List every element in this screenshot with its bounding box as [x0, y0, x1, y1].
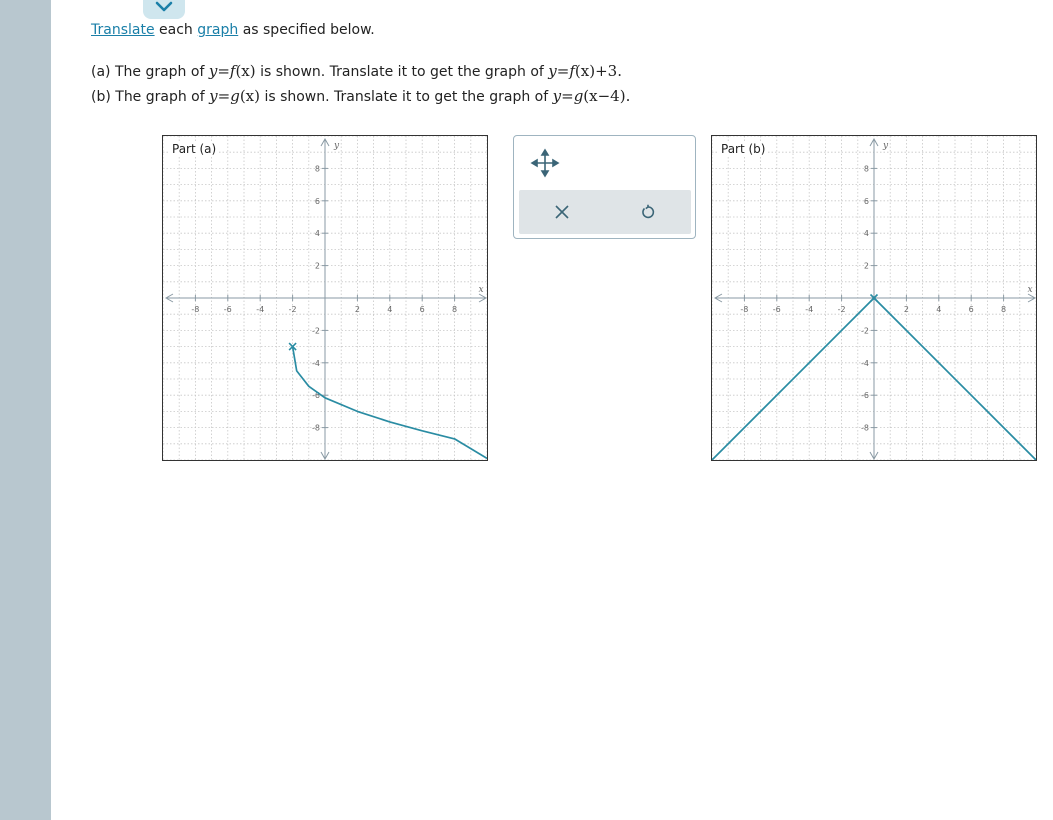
x-tick-label: 6 [419, 305, 425, 314]
x-tick-label: 8 [452, 305, 458, 314]
graph-title-a: Part (a) [172, 142, 217, 156]
move-tool-button[interactable] [530, 148, 560, 178]
given-function-b: y=g(x) [209, 87, 260, 105]
y-tick-label: -4 [312, 358, 320, 368]
x-tick-label: -4 [805, 305, 814, 314]
y-tick-label: -6 [861, 391, 869, 401]
close-icon [555, 205, 569, 219]
y-tick-label: 4 [314, 229, 320, 239]
move-arrows-icon [530, 148, 560, 178]
translate-link[interactable]: Translate [91, 22, 155, 38]
target-function-a: y=f(x)+3. [548, 62, 622, 80]
y-axis-label: y [883, 141, 889, 151]
x-axis-label: x [1027, 285, 1033, 295]
y-tick-label: 6 [863, 196, 869, 206]
part-a-text: (a) The graph of y=f(x) is shown. Translate it to get the graph of y=f(x)+3. [91, 62, 622, 80]
chevron-down-icon [155, 1, 173, 13]
y-tick-label: 2 [863, 261, 869, 271]
x-tick-label: -8 [191, 305, 200, 314]
parts-list [91, 59, 630, 109]
x-tick-label: 4 [387, 305, 393, 314]
y-tick-label: -2 [312, 326, 320, 336]
y-tick-label: 8 [314, 164, 320, 174]
x-tick-label: -2 [288, 305, 297, 314]
undo-icon [640, 204, 656, 220]
x-tick-label: -8 [740, 305, 749, 314]
y-tick-label: -8 [312, 423, 320, 433]
x-tick-label: -6 [223, 305, 232, 314]
y-tick-label: -8 [861, 423, 869, 433]
clear-button[interactable] [548, 198, 576, 226]
undo-button[interactable] [634, 198, 662, 226]
x-tick-label: -2 [837, 305, 846, 314]
instructions [91, 22, 375, 38]
part-b-text: (b) The graph of y=g(x) is shown. Translate it to get the graph of y=g(x−4). [91, 87, 631, 105]
x-tick-label: -6 [772, 305, 781, 314]
given-function-a: y=f(x) [208, 62, 256, 80]
y-tick-label: 4 [863, 229, 869, 239]
graph-toolbox [513, 135, 696, 239]
graph-part-a[interactable] [162, 135, 488, 461]
left-sidebar [0, 0, 51, 820]
intro-suffix: as specified below. [242, 22, 375, 38]
y-tick-label: 2 [314, 261, 320, 271]
x-tick-label: 2 [903, 305, 909, 314]
graph-title-b: Part (b) [721, 142, 766, 156]
graph-canvas-b[interactable] [712, 136, 1037, 461]
intro-middle: each [159, 22, 193, 38]
y-tick-label: -6 [312, 391, 320, 401]
x-tick-label: 4 [936, 305, 942, 314]
y-axis-label: y [334, 141, 340, 151]
x-tick-label: -4 [256, 305, 265, 314]
target-function-b: y=g(x−4). [552, 87, 631, 105]
graph-part-b[interactable] [711, 135, 1037, 461]
x-axis-label: x [478, 285, 484, 295]
collapse-toggle[interactable] [143, 0, 185, 19]
x-tick-label: 8 [1001, 305, 1007, 314]
graph-canvas-a[interactable] [163, 136, 488, 461]
y-tick-label: -2 [861, 326, 869, 336]
tool-action-bar [519, 190, 691, 234]
x-tick-label: 2 [354, 305, 360, 314]
x-tick-label: 6 [968, 305, 974, 314]
y-tick-label: 8 [863, 164, 869, 174]
y-tick-label: 6 [314, 196, 320, 206]
graph-link[interactable]: graph [197, 22, 239, 38]
y-tick-label: -4 [861, 358, 869, 368]
